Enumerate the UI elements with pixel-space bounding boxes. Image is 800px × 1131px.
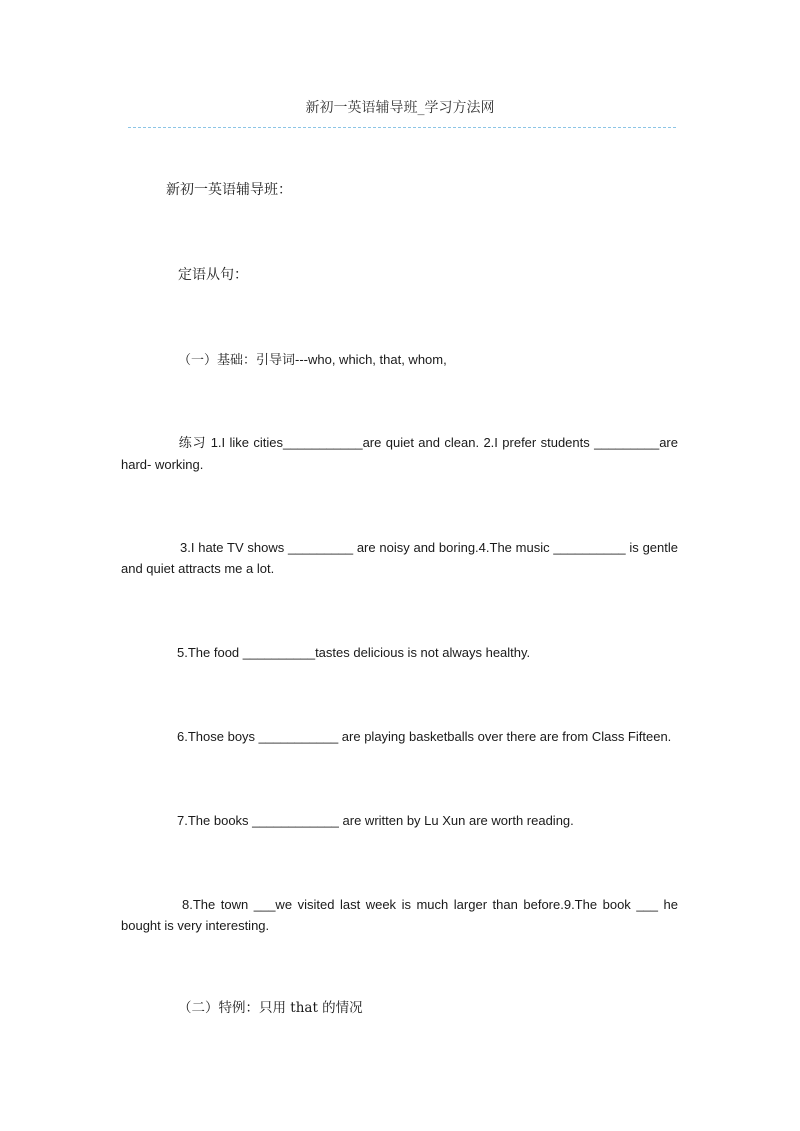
topic-title: 定语从句：: [178, 267, 248, 283]
page-header-title: 新初一英语辅导班_学习方法网: [305, 100, 495, 116]
section-basics: （一）基础：引导词---who, which, that, whom,: [178, 352, 447, 367]
exercise-question-5: 5.The food __________tastes delicious is not always healthy.: [177, 645, 531, 660]
header-divider: [128, 127, 676, 128]
exercise-label: 练习: [178, 436, 207, 451]
question-1-2-text: 1.I like cities___________are quiet and clean. 2.I prefer students _________are hard- working.: [121, 435, 678, 472]
exercise-questions-1-2: [121, 432, 678, 475]
exercise-questions-3-4: [121, 537, 678, 579]
document-heading: 新初一英语辅导班：: [166, 182, 292, 198]
exercise-question-6: 6.Those boys ___________ are playing basketballs over there are from Class Fifteen.: [177, 729, 672, 744]
exercise-questions-8-9: [121, 894, 678, 936]
question-8-9-text: 8.The town ___we visited last week is much larger than before.9.The book ___ he bought is very interesting.: [121, 897, 678, 933]
question-3-4-text: 3.I hate TV shows _________ are noisy and boring.4.The music __________ is gentle and quiet attracts me a lot.: [121, 540, 678, 576]
section-special-cases: （二）特例：只用 that 的情况: [178, 1000, 363, 1016]
exercise-question-7: 7.The books ____________ are written by Lu Xun are worth reading.: [177, 813, 574, 828]
